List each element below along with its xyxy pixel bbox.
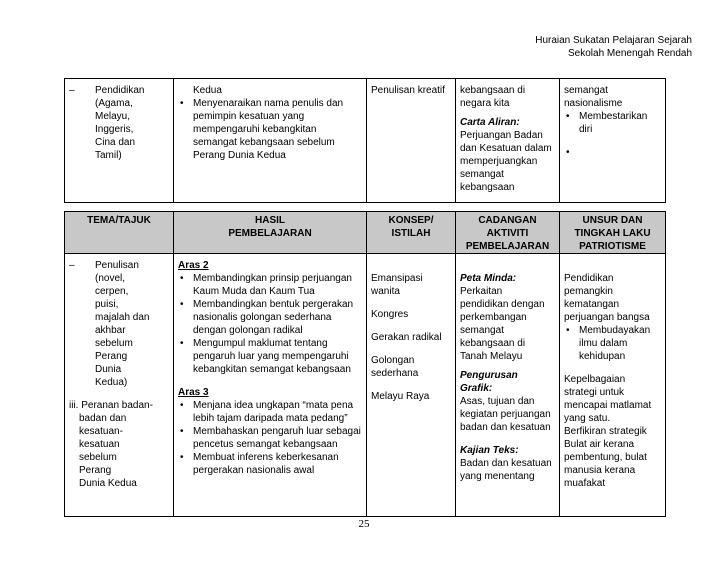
tema-text: Pendidikan (Agama, Melayu, Inggeris, Cina dan Tamil) (95, 85, 145, 161)
kajian-teks-heading: Kajian Teks: (460, 445, 519, 456)
konsep-item: Kongres (371, 309, 409, 320)
header-tema: TEMA/TAJUK (65, 212, 174, 254)
konsep-cell: Penulisan kreatif (367, 79, 456, 203)
header-unsur: UNSUR DAN TINGKAH LAKU PATRIOTISME (560, 212, 666, 254)
konsep-item: Gerakan radikal (371, 332, 442, 343)
konsep-item: Melayu Raya (371, 391, 430, 402)
table-row (65, 79, 666, 203)
bullet-icon: • (180, 452, 184, 463)
list-item: • Membuat inferens keberkesanan pergerakan nasionalis awal (180, 452, 339, 476)
bullet-icon: • (180, 273, 184, 284)
dash-marker: – (69, 85, 75, 96)
header-aktiviti: CADANGAN AKTIVITI PEMBELAJARAN (456, 212, 560, 254)
aras-2-heading: Aras 2 (178, 260, 209, 271)
carta-aliran-heading: Carta Aliran: (460, 117, 520, 128)
list-item: • Menyenaraikan nama penulis dan pemimpin kesatuan yang mempengaruhi kebangkitan semangat kebangsaan sebelum Perang Dunia Kedua (180, 98, 344, 161)
page-number: 25 (358, 518, 370, 530)
header-title: Huraian Sukatan Pelajaran Sejarah (535, 35, 692, 46)
syllabus-table (64, 211, 666, 517)
konsep-cell (367, 254, 456, 517)
table-header-row (65, 212, 666, 254)
list-item: • Menjana idea ungkapan “mata pena lebih tajam daripada mata pedang” (180, 400, 354, 424)
document-header (535, 34, 692, 60)
list-item: • Membandingkan prinsip perjuangan Kaum Muda dan Kaum Tua (180, 273, 352, 297)
aras-3-heading: Aras 3 (178, 387, 209, 398)
list-item: • Membestarikan diri (566, 111, 648, 135)
bullet-icon: • (180, 299, 184, 310)
header-konsep: KONSEP/ ISTILAH (367, 212, 456, 254)
bullet-icon: • (180, 426, 184, 437)
continuation-table (64, 78, 666, 203)
list-item: • Membudayakan ilmu dalam kehidupan (566, 325, 651, 362)
list-item: • Mengumpul maklumat tentang pengaruh luar yang mempengaruhi kebangkitan semangat kebangsaan (180, 338, 351, 375)
list-item: • Membandingkan bentuk pergerakan nasionalis golongan sederhana dengan golongan radikal (180, 299, 354, 336)
konsep-item: Emansipasi wanita (371, 273, 423, 297)
dash-marker: – (69, 260, 75, 271)
header-subtitle: Sekolah Menengah Rendah (568, 48, 692, 59)
aktiviti-cell: Peta Minda: Perkaitan pendidikan dengan perkembangan semangat kebangsaan di Tanah Melayu Pengurusan Grafik: Asas, tujuan dan kegiatan perjuangan badan dan kesatuan Kajian Teks: Badan dan kesatuan yang menentang (456, 254, 560, 517)
list-item (564, 146, 662, 159)
tema-cell: – Penulisan (novel, cerpen, puisi, majalah dan akhbar sebelum Perang Dunia Kedua) iii. Peranan badan- badan dan kesatuan- kesatuan sebelum Perang Dunia Kedua (65, 254, 174, 517)
unsur-cell: semangat nasionalisme • Membestarikan diri • (560, 79, 666, 203)
bullet-icon: • (180, 400, 184, 411)
bullet-icon: • (566, 147, 570, 158)
item-iii: iii. Peranan badan- badan dan kesatuan- kesatuan sebelum Perang Dunia Kedua (69, 400, 153, 489)
bullet-icon: • (180, 338, 184, 349)
table-row (65, 254, 666, 517)
bullet-icon: • (566, 325, 570, 336)
header-hasil: HASIL PEMBELAJARAN (174, 212, 367, 254)
pengurusan-grafik-heading: Pengurusan (460, 370, 518, 381)
bullet-icon: • (566, 111, 570, 122)
konsep-item: Golongan sederhana (371, 355, 419, 379)
hasil-cell: Kedua • Menyenaraikan nama penulis dan pemimpin kesatuan yang mempengaruhi kebangkitan semangat kebangsaan sebelum Perang Dunia Kedua (174, 79, 367, 203)
unsur-cell: Pendidikan pemangkin kematangan perjuangan bangsa • Membudayakan ilmu dalam kehidupan Kepelbagaian strategi untuk mencapai matlamat yang satu. Berfikiran strategik Bulat air kerana pembentung, bulat manusia kerana muafakat (560, 254, 666, 517)
bullet-icon: • (180, 98, 184, 109)
hasil-cell (174, 254, 367, 517)
aktiviti-cell: kebangsaan di negara kita Carta Aliran: Perjuangan Badan dan Kesatuan dalam memperjuangkan semangat kebangsaan (456, 79, 560, 203)
peta-minda-heading: Peta Minda: (460, 273, 517, 284)
list-item: • Membahaskan pengaruh luar sebagai pencetus semangat kebangsaan (180, 426, 361, 450)
tema-cell (65, 79, 174, 203)
